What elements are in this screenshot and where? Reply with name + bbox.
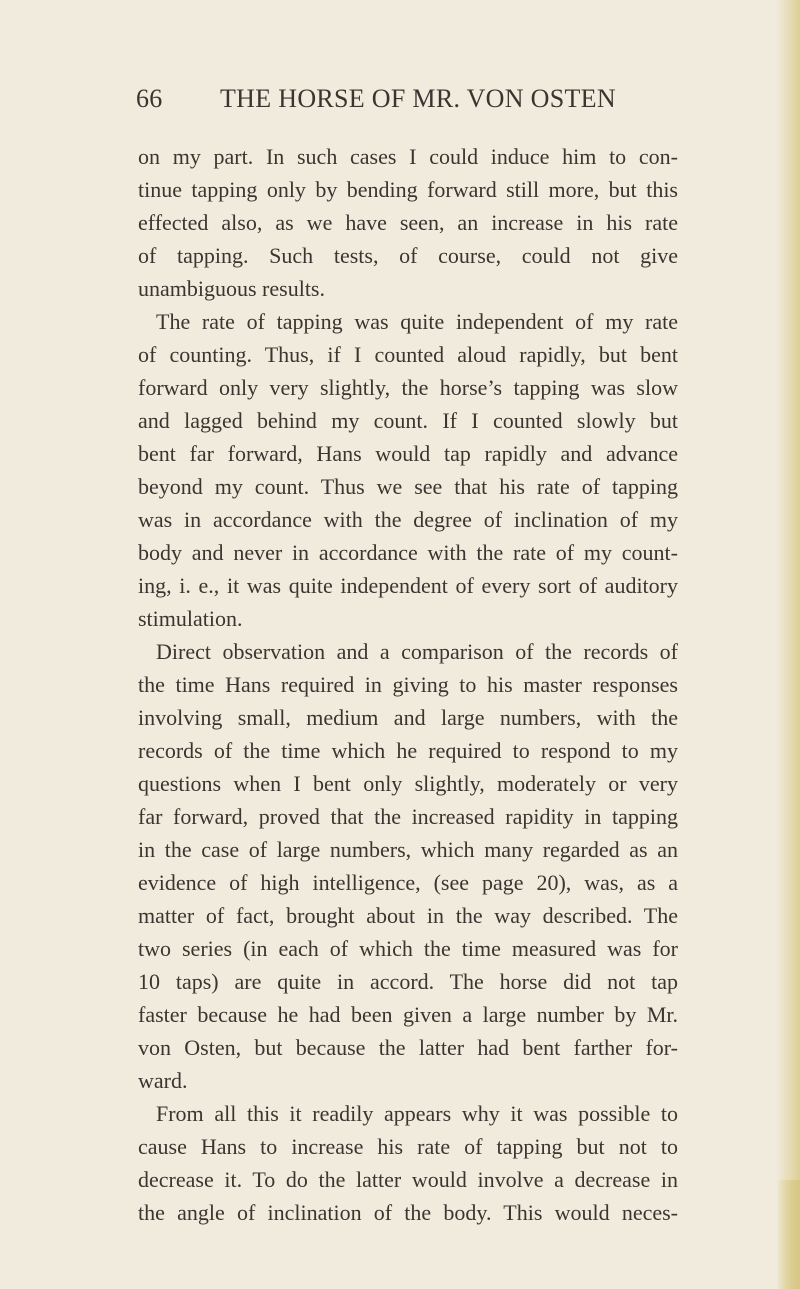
text-line: was in accordance with the degree of inclination of my	[138, 507, 678, 532]
paragraph-first-line: The rate of tapping was quite independent of my rate	[156, 309, 678, 334]
text-line: records of the time which he required to respond to my	[138, 738, 678, 763]
text-line: of tapping. Such tests, of course, could not give	[138, 243, 678, 268]
text-line: two series (in each of which the time measured was for	[138, 936, 678, 961]
text-line: matter of fact, brought about in the way described. The	[138, 903, 678, 928]
text-line: far forward, proved that the increased rapidity in tapping	[138, 804, 678, 829]
text-line: and lagged behind my count. If I counted slowly but	[138, 408, 678, 433]
text-line: unambiguous results.	[138, 276, 325, 301]
text-line: ward.	[138, 1068, 188, 1093]
page-edge-shadow	[776, 0, 800, 1289]
text-line: forward only very slightly, the horse’s tapping was slow	[138, 375, 678, 400]
text-line: 10 taps) are quite in accord. The horse did not tap	[138, 969, 678, 994]
text-line: beyond my count. Thus we see that his rate of tapping	[138, 474, 678, 499]
text-line: von Osten, but because the latter had bent farther for-	[138, 1035, 678, 1060]
page-edge-stain	[776, 1180, 800, 1289]
text-line: on my part. In such cases I could induce him to con-	[138, 144, 678, 169]
text-line: cause Hans to increase his rate of tapping but not to	[138, 1134, 678, 1159]
running-head	[136, 84, 681, 124]
text-line: involving small, medium and large numbers, with the	[138, 705, 678, 730]
text-line: the angle of inclination of the body. This would neces-	[138, 1200, 678, 1225]
text-line: effected also, as we have seen, an increase in his rate	[138, 210, 678, 235]
text-line: of counting. Thus, if I counted aloud rapidly, but bent	[138, 342, 678, 367]
text-line: in the case of large numbers, which many regarded as an	[138, 837, 678, 862]
paragraph-first-line: From all this it readily appears why it was possible to	[156, 1101, 678, 1126]
text-line: body and never in accordance with the rate of my count-	[138, 540, 678, 565]
text-line: stimulation.	[138, 606, 243, 631]
text-line: questions when I bent only slightly, moderately or very	[138, 771, 678, 796]
text-line: tinue tapping only by bending forward still more, but this	[138, 177, 678, 202]
text-line: ing, i. e., it was quite independent of every sort of auditory	[138, 573, 678, 598]
text-line: bent far forward, Hans would tap rapidly and advance	[138, 441, 678, 466]
text-line: evidence of high intelligence, (see page 20), was, as a	[138, 870, 678, 895]
paragraph-first-line: Direct observation and a comparison of the records of	[156, 639, 678, 664]
running-head-title: THE HORSE OF MR. VON OSTEN	[220, 84, 616, 113]
page-number: 66	[136, 84, 163, 113]
text-line: decrease it. To do the latter would involve a decrease in	[138, 1167, 678, 1192]
text-line: faster because he had been given a large number by Mr.	[138, 1002, 678, 1027]
text-line: the time Hans required in giving to his master responses	[138, 672, 678, 697]
